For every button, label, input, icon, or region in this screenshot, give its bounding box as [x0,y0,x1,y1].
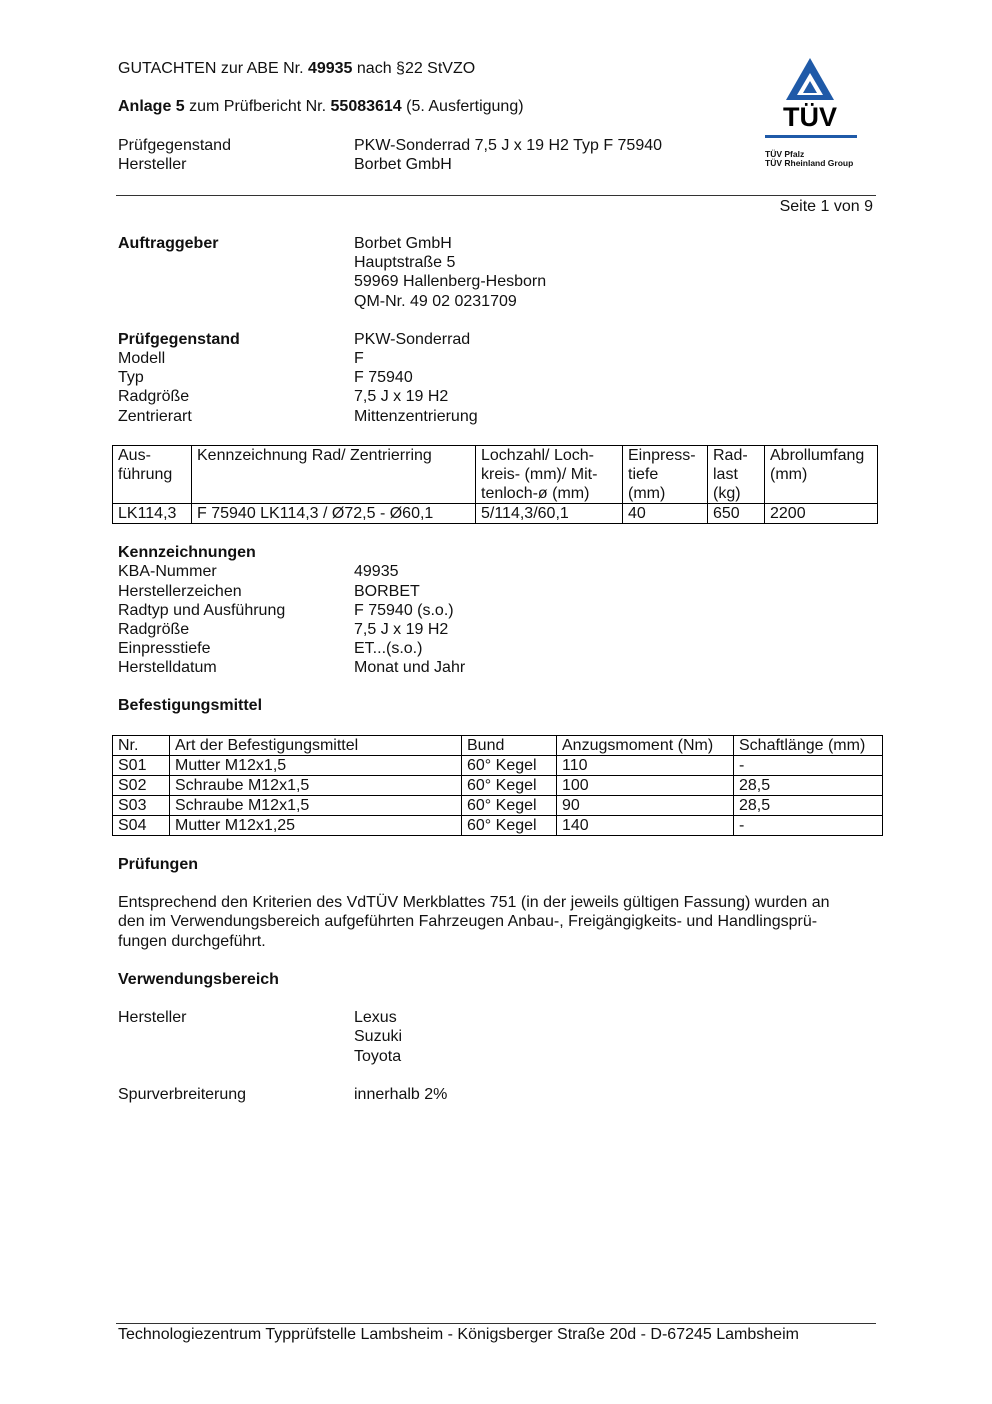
befestigung-title: Befestigungsmittel [118,697,263,714]
auftraggeber-line: QM-Nr. 49 02 0231709 [354,293,517,310]
einpresstiefe-value: ET...(s.o.) [354,640,423,657]
table-header-row [113,736,883,756]
table-cell: S01 [113,756,170,776]
kba-value: 49935 [354,563,399,580]
radgroesse-label: Radgröße [118,388,190,405]
pruefungen-text-line: Entsprechend den Kriterien des VdTÜV Merkblattes 751 (in der jeweils gültigen Fassung) wurden an [118,894,830,911]
table-cell: LK114,3 [113,504,192,524]
tuv-logo [760,55,860,175]
auftraggeber-label: Auftraggeber [118,235,219,252]
herstelldatum-value: Monat und Jahr [354,659,466,676]
header-text: GUTACHTEN zur ABE Nr. [118,60,308,77]
header-line-2 [118,97,524,116]
kba-label: KBA-Nummer [118,563,217,580]
vb-hersteller-item: Lexus [354,1009,397,1026]
tuv-logo-sub1: TÜV Pfalz [765,149,805,159]
table-cell: 60° Kegel [462,816,557,836]
table-header-cell: Einpress- tiefe (mm) [623,446,708,504]
header-text: zum Prüfbericht Nr. [184,98,331,115]
header-hersteller-value: Borbet GmbH [354,156,452,173]
typ-label: Typ [118,369,144,386]
table-header-cell: Aus- führung [113,446,192,504]
table-cell: - [734,816,883,836]
table-cell: 60° Kegel [462,776,557,796]
anlage-label: Anlage 5 [118,98,185,115]
table-cell: 2200 [765,504,878,524]
table-header-cell: Abrollumfang (mm) [765,446,878,504]
table-cell: Schraube M12x1,5 [170,796,462,816]
table-cell: 28,5 [734,776,883,796]
radgroesse2-label: Radgröße [118,621,190,638]
verwendungsbereich-title: Verwendungsbereich [118,971,279,988]
radtyp-label: Radtyp und Ausführung [118,602,286,619]
befestigung-table [112,735,883,836]
table-cell: 5/114,3/60,1 [476,504,623,524]
pruefgegenstand-label: Prüfgegenstand [118,331,240,348]
auftraggeber-line: Hauptstraße 5 [354,254,456,271]
modell-value: F [354,350,364,367]
radgroesse-value: 7,5 J x 19 H2 [354,388,449,405]
table-header-cell: Art der Befestigungsmittel [170,736,462,756]
table-cell: 100 [557,776,734,796]
zentrierart-label: Zentrierart [118,408,192,425]
table-header-cell: Rad- last (kg) [708,446,765,504]
spurverbreiterung-label: Spurverbreiterung [118,1086,247,1103]
table-cell: Mutter M12x1,25 [170,816,462,836]
header-text: (5. Ausfertigung) [401,98,524,115]
table-cell: F 75940 LK114,3 / Ø72,5 - Ø60,1 [192,504,476,524]
typ-value: F 75940 [354,369,413,386]
abe-number: 49935 [307,60,353,77]
footer-divider [116,1323,876,1324]
header-text: nach §22 StVZO [352,60,476,77]
vb-hersteller-label: Hersteller [118,1009,187,1026]
herstellerzeichen-label: Herstellerzeichen [118,583,242,600]
auftraggeber-line: Borbet GmbH [354,235,452,252]
zentrierart-value: Mittenzentrierung [354,408,478,425]
modell-label: Modell [118,350,166,367]
header-line-1 [118,59,475,78]
table-cell: S02 [113,776,170,796]
table-header-cell: Lochzahl/ Loch- kreis- (mm)/ Mit- tenloch-ø (mm) [476,446,623,504]
page-number: Seite 1 von 9 [779,198,873,215]
table-header-cell: Nr. [113,736,170,756]
table-header-cell: Schaftlänge (mm) [734,736,883,756]
table-cell: 40 [623,504,708,524]
tuv-logo-bar [765,135,857,138]
einpresstiefe-label: Einpresstiefe [118,640,211,657]
table-header-cell: Anzugsmoment (Nm) [557,736,734,756]
vb-hersteller-item: Toyota [354,1048,402,1065]
table-cell: 90 [557,796,734,816]
tuv-logo-text: TÜV [783,102,837,132]
auftraggeber-line: 59969 Hallenberg-Hesborn [354,273,547,290]
radgroesse2-value: 7,5 J x 19 H2 [354,621,449,638]
footer-text: Technologiezentrum Typprüfstelle Lambsheim - Königsberger Straße 20d - D-67245 Lambsheim [118,1326,799,1343]
table-row [113,776,883,796]
table-header-cell: Kennzeichnung Rad/ Zentrierring [192,446,476,504]
table-cell: 110 [557,756,734,776]
herstelldatum-label: Herstelldatum [118,659,217,676]
vb-hersteller-item: Suzuki [354,1028,403,1045]
table-cell: S03 [113,796,170,816]
herstellerzeichen-value: BORBET [354,583,420,600]
table-cell: 60° Kegel [462,756,557,776]
table-cell: S04 [113,816,170,836]
table-cell: 60° Kegel [462,796,557,816]
table-header-cell: Bund [462,736,557,756]
table-row [113,756,883,776]
table-cell: 140 [557,816,734,836]
table-cell: Mutter M12x1,5 [170,756,462,776]
pruefungen-text-line: den im Verwendungsbereich aufgeführten Fahrzeugen Anbau-, Freigängigkeits- und Handlingsprü- [118,913,818,930]
table-row [113,796,883,816]
table-cell: - [734,756,883,776]
header-pg-label: Prüfgegenstand [118,137,231,154]
table-row [113,816,883,836]
pruefungen-text-line: fungen durchgeführt. [118,933,266,950]
radtyp-value: F 75940 (s.o.) [354,602,454,619]
pruefbericht-number: 55083614 [330,98,402,115]
header-hersteller-label: Hersteller [118,156,187,173]
table-cell: 650 [708,504,765,524]
kennzeichnungen-title: Kennzeichnungen [118,544,256,561]
pruefungen-title: Prüfungen [118,856,198,873]
ausfuehrung-table [112,445,878,524]
table-cell: 28,5 [734,796,883,816]
table-row [113,504,878,524]
pruefgegenstand-value: PKW-Sonderrad [354,331,471,348]
spurverbreiterung-value: innerhalb 2% [354,1086,448,1103]
table-header-row [113,446,878,504]
header-pg-value: PKW-Sonderrad 7,5 J x 19 H2 Typ F 75940 [354,137,663,154]
header-divider [116,195,876,196]
table-cell: Schraube M12x1,5 [170,776,462,796]
tuv-logo-sub2: TÜV Rheinland Group [765,158,854,168]
